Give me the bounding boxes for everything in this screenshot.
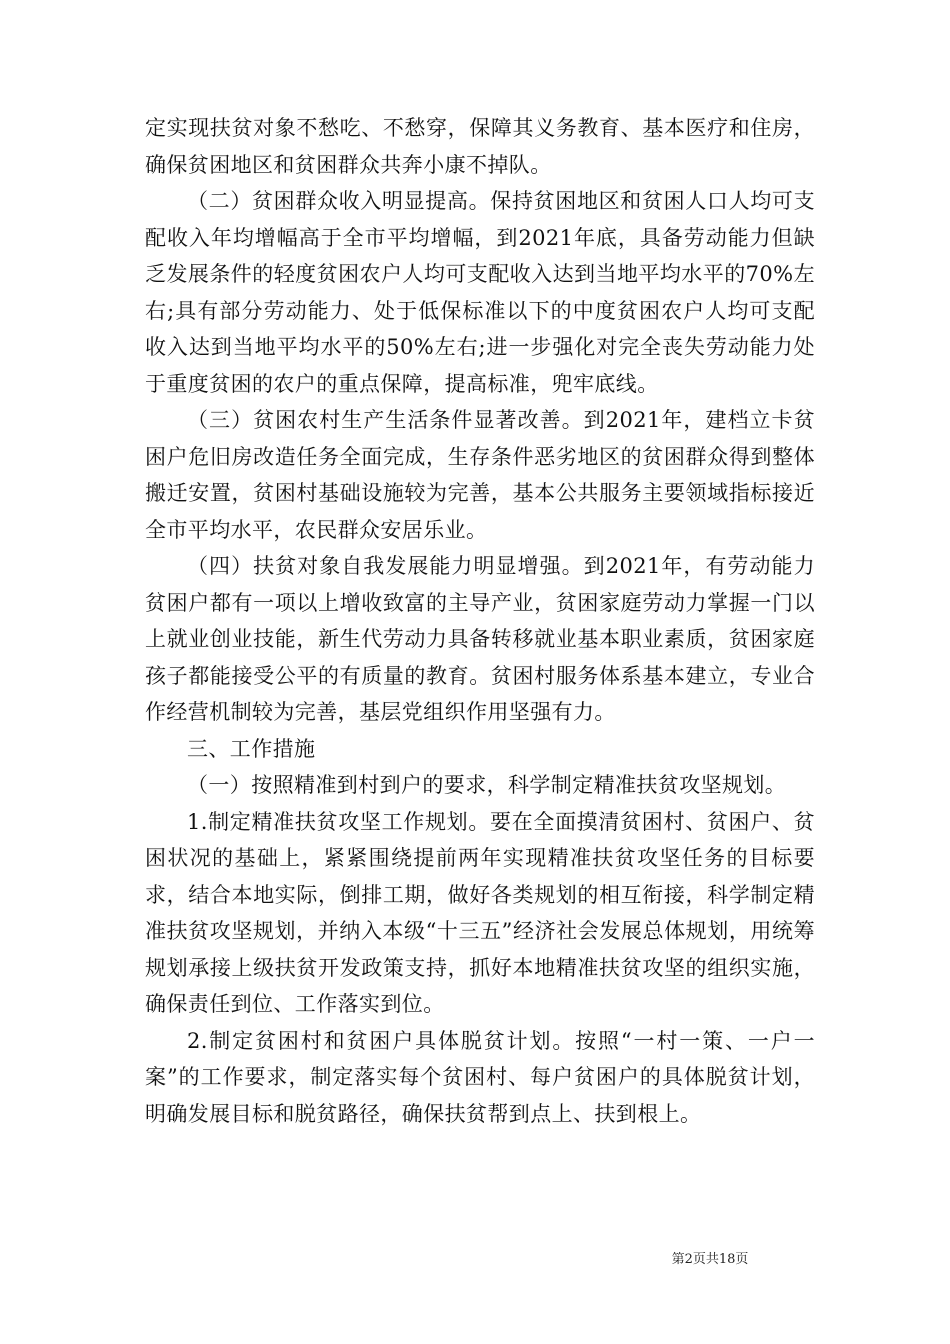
paragraph-continuation: 定实现扶贫对象不愁吃、不愁穿，保障其义务教育、基本医疗和住房，确保贫困地区和贫困群众共奔小康不掉队。: [145, 116, 815, 177]
paragraph-item-2: 2.制定贫困村和贫困户具体脱贫计划。按照“一村一策、一户一案”的工作要求，制定落实每个贫困村、每户贫困户的具体脱贫计划，明确发展目标和脱贫路径，确保扶贫帮到点上、扶到根上。: [145, 1028, 815, 1126]
paragraph-item-1: 1.制定精准扶贫攻坚工作规划。要在全面摸清贫困村、贫困户、贫困状况的基础上，紧紧围绕提前两年实现精准扶贫攻坚任务的目标要求，结合本地实际，倒排工期，做好各类规划的相互衔接，科学制定精准扶贫攻坚规划，并纳入本级“十三五”经济社会发展总体规划，用统筹规划承接上级扶贫开发政策支持，抓好本地精准扶贫攻坚的组织实施，确保责任到位、工作落实到位。: [145, 809, 815, 1016]
page-footer: [0, 1248, 950, 1267]
paragraph-living-conditions-goal: （三）贫困农村生产生活条件显著改善。到2021年，建档立卡贫困户危旧房改造任务全面完成，生存条件恶劣地区的贫困群众得到整体搬迁安置，贫困村基础设施较为完善，基本公共服务主要领域指标接近全市平均水平，农民群众安居乐业。: [145, 408, 815, 542]
section-heading-measures: 三、工作措施: [187, 736, 316, 761]
paragraph-self-development-goal: （四）扶贫对象自我发展能力明显增强。到2021年，有劳动能力贫困户都有一项以上增收致富的主导产业，贫困家庭劳动力掌握一门以上就业创业技能，新生代劳动力具备转移就业基本职业素质，贫困家庭孩子都能接受公平的有质量的教育。贫困村服务体系基本建立，专业合作经营机制较为完善，基层党组织作用坚强有力。: [145, 554, 815, 724]
page-number: 第2页共18页: [671, 1252, 749, 1267]
subheading-planning: （一）按照精准到村到户的要求，科学制定精准扶贫攻坚规划。: [187, 773, 787, 797]
paragraph-income-goal: （二）贫困群众收入明显提高。保持贫困地区和贫困人口人均可支配收入年均增幅高于全市平均增幅，到2021年底，具备劳动能力但缺乏发展条件的轻度贫困农户人均可支配收入达到当地平均水平的70%左右;具有部分劳动能力、处于低保标准以下的中度贫困农户人均可支配收入达到当地平均水平的50%左右;进一步强化对完全丧失劳动能力处于重度贫困的农户的重点保障，提高标准，兜牢底线。: [145, 189, 815, 396]
document-body: [145, 110, 815, 1132]
